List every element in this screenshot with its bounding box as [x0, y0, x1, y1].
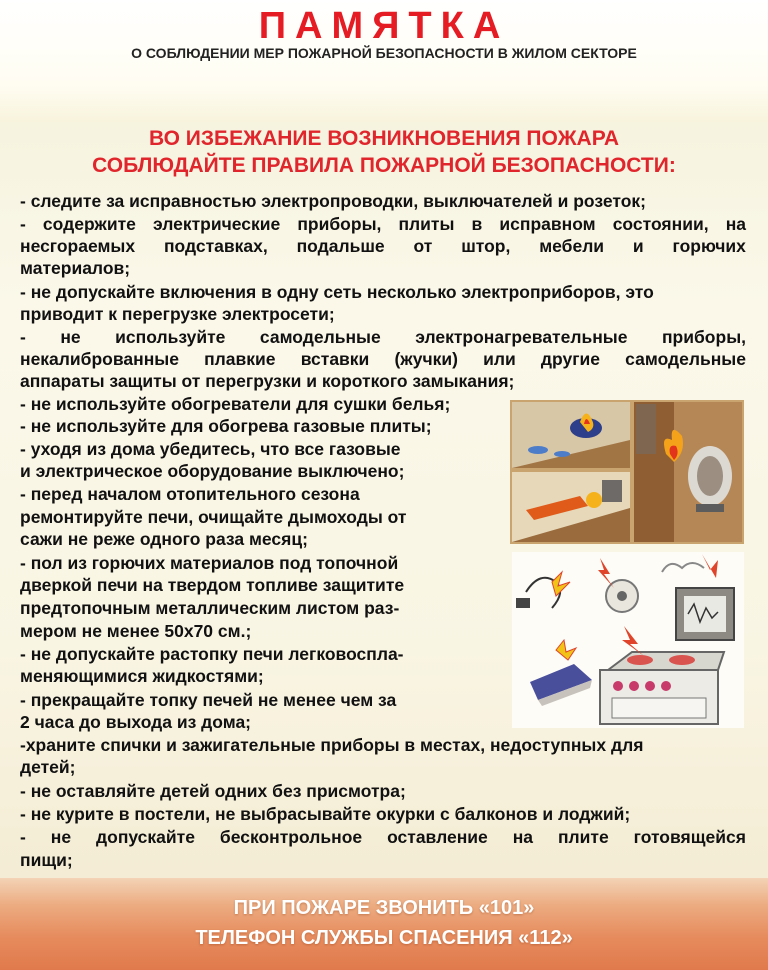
emergency-number: ПРИ ПОЖАРЕ ЗВОНИТЬ «101» — [233, 897, 535, 919]
rule-line: ремонтируйте печи, очищайте дымоходы от — [20, 507, 407, 527]
rule-line: дверкой печи на твердом топливе защитите — [20, 575, 405, 595]
rule-line: - не допускайте растопку печи легковоспла- — [20, 644, 404, 664]
page-subtitle: О СОБЛЮДЕНИИ МЕР ПОЖАРНОЙ БЕЗОПАСНОСТИ В ЖИЛОМ СЕКТОРЕ — [131, 45, 637, 61]
rule-line: приводит к перегрузке электросети; — [20, 304, 335, 324]
rule-line: - не курите в постели, не выбрасывайте окурки с балконов и лоджий; — [20, 804, 631, 824]
section-heading-line-1: ВО ИЗБЕЖАНИЕ ВОЗНИКНОВЕНИЯ ПОЖАРА — [148, 127, 620, 150]
rule-line: меняющимися жидкостями; — [20, 666, 264, 686]
rule-line: детей; — [20, 757, 76, 777]
rule-line: некалиброванные плавкие вставки (жучки) или другие самодельные — [20, 349, 746, 369]
rule-line: несгораемых подставках, подальше от штор, мебели и горючих — [20, 236, 746, 256]
rule-line: и электрическое оборудование выключено; — [20, 461, 405, 481]
rule-line: - перед началом отопительного сезона — [20, 484, 360, 504]
rule-line: - не используйте самодельные электронагревательные приборы, — [20, 327, 746, 347]
rule-line: - не допускайте бесконтрольное оставление на плите готовящейся — [20, 827, 746, 847]
rule-line: 2 часа до выхода из дома; — [20, 712, 252, 732]
section-heading-line-2: СОБЛЮДАЙТЕ ПРАВИЛА ПОЖАРНОЙ БЕЗОПАСНОСТИ: — [92, 154, 676, 177]
rule-line: материалов; — [20, 258, 131, 278]
rule-line: -храните спички и зажигательные приборы в местах, недоступных для — [20, 735, 644, 755]
rule-line: сажи не реже одного раза месяц; — [20, 529, 308, 549]
rescue-service-number: ТЕЛЕФОН СЛУЖБЫ СПАСЕНИЯ «112» — [195, 927, 573, 949]
rule-line: - не используйте для обогрева газовые плиты; — [20, 416, 432, 436]
appliances-sparks-icon — [512, 552, 744, 728]
rule-line: - не оставляйте детей одних без присмотра; — [20, 781, 406, 801]
rule-line: пищи; — [20, 850, 73, 870]
page-title: ПАМЯТКА — [258, 5, 510, 47]
rule-line: - не используйте обогреватели для сушки белья; — [20, 394, 451, 414]
rule-line: мером не менее 50х70 см.; — [20, 621, 252, 641]
rule-line: - не допускайте включения в одну сеть несколько электроприборов, это — [20, 282, 654, 302]
rule-line: - прекращайте топку печей не менее чем за — [20, 690, 397, 710]
fire-hazard-illustration-1 — [510, 400, 744, 544]
rule-line: предтопочным металлическим листом раз- — [20, 598, 400, 618]
footer-band — [0, 878, 768, 970]
rule-line: - следите за исправностью электропроводки, выключателей и розеток; — [20, 191, 646, 211]
fire-hazard-illustration-2 — [512, 552, 744, 728]
rule-line: - пол из горючих материалов под топочной — [20, 553, 399, 573]
iron-outlet-heater-fire-icon — [510, 400, 744, 544]
rule-line: аппараты защиты от перегрузки и короткого замыкания; — [20, 371, 515, 391]
rule-line: - уходя из дома убедитесь, что все газовые — [20, 439, 401, 459]
rule-line: - содержите электрические приборы, плиты в исправном состоянии, на — [20, 214, 746, 234]
